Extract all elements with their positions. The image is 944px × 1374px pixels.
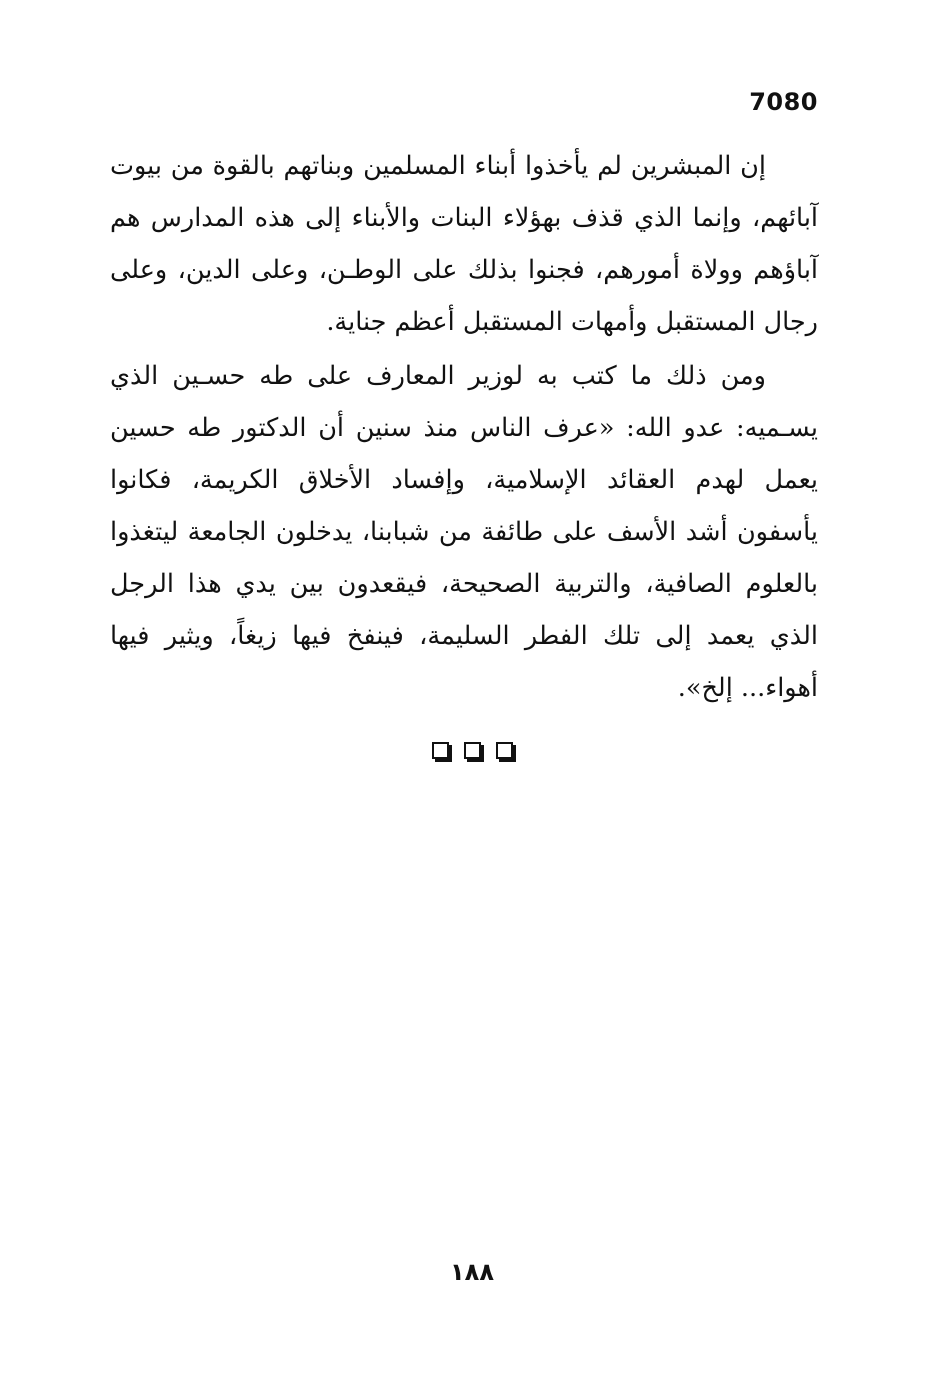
page-number: ١٨٨ — [450, 1258, 494, 1286]
separator-box-icon — [496, 742, 513, 759]
page-identifier: 7080 — [749, 88, 818, 116]
separator-box-icon — [432, 742, 449, 759]
paragraph: إن المبشرين لم يأخذوا أبناء المسلمين وبناتهم بالقوة من بيوت آبائهم، وإنما الذي قذف بهؤلاء البنات والأبناء إلى هذه المدارس هم آباؤهم وولاة أمورهم، فجنوا بذلك على الوطـن، وعلى الدين، وعلى رجال المستقبل وأمهات المستقبل أعظم جناية. — [110, 151, 818, 337]
paragraph: ومن ذلك ما كتب به لوزير المعارف على طه حسـين الذي يسـميه: عدو الله: «عرف الناس منذ سنين أن الدكتور طه حسين يعمل لهدم العقائد الإسلامية، وإفساد الأخلاق الكريمة، فكانوا يأسفون أشد الأسف على طائفة من شبابنا، يدخلون الجامعة ليتغذوا بالعلوم الصافية، والتربية الصحيحة، فيقعدون بين يدي هذا الرجل الذي يعمد إلى تلك الفطر السليمة، فينفخ فيها زيغاً، ويثير فيها أهواء... إلخ». — [110, 361, 818, 703]
separator-box-icon — [464, 742, 481, 759]
section-separator — [0, 742, 944, 759]
main-text — [110, 140, 818, 716]
